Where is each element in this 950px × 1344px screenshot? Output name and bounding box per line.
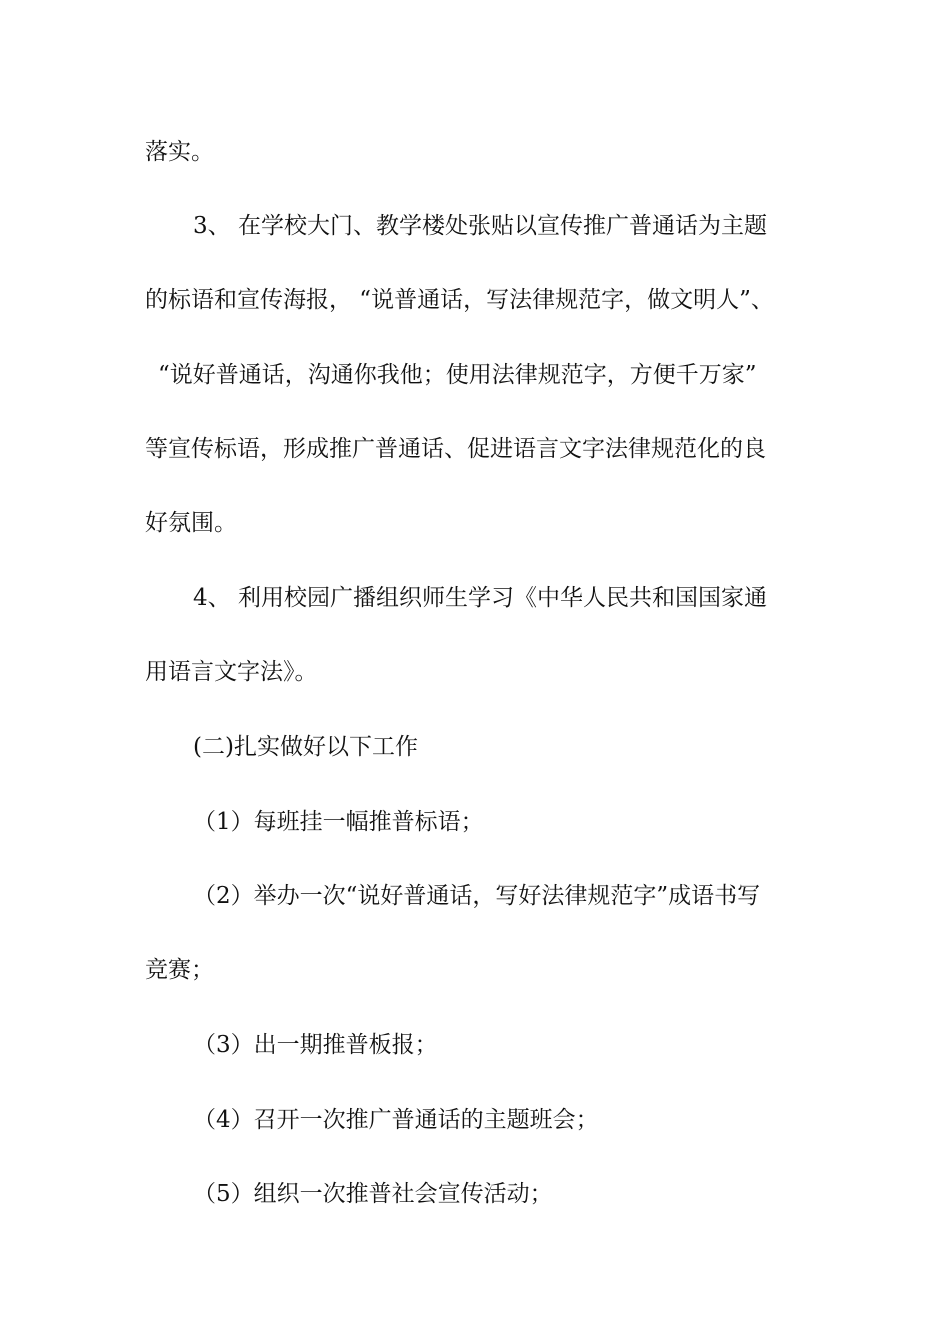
list-item: （1）每班挂一幅推普标语； xyxy=(193,809,484,835)
paragraph-line: 等宣传标语，形成推广普通话、促进语言文字法律规范化的良 xyxy=(145,436,766,462)
list-item: （4）召开一次推广普通话的主题班会； xyxy=(193,1107,599,1133)
paragraph-line: 的标语和宣传海报， “说普通话，写法律规范字，做文明人”、 xyxy=(145,287,774,313)
section-heading: (二)扎实做好以下工作 xyxy=(193,734,418,760)
list-item: （5）组织一次推普社会宣传活动； xyxy=(193,1181,553,1207)
list-item-continuation: 竞赛； xyxy=(145,957,214,983)
paragraph-line: 用语言文字法》。 xyxy=(145,659,318,685)
paragraph-line: 落实。 xyxy=(145,139,214,165)
paragraph-line: 4、 利用校园广播组织师生学习《中华人民共和国国家通 xyxy=(193,585,767,611)
paragraph-line: “说好普通话，沟通你我他；使用法律规范字，方便千万家” xyxy=(158,362,757,388)
list-item: （3）出一期推普板报； xyxy=(193,1032,438,1058)
list-item: （2）举办一次“说好普通话，写好法律规范字”成语书写 xyxy=(193,883,761,909)
paragraph-line: 3、 在学校大门、教学楼处张贴以宣传推广普通话为主题 xyxy=(193,213,767,239)
paragraph-line: 好氛围。 xyxy=(145,510,237,536)
